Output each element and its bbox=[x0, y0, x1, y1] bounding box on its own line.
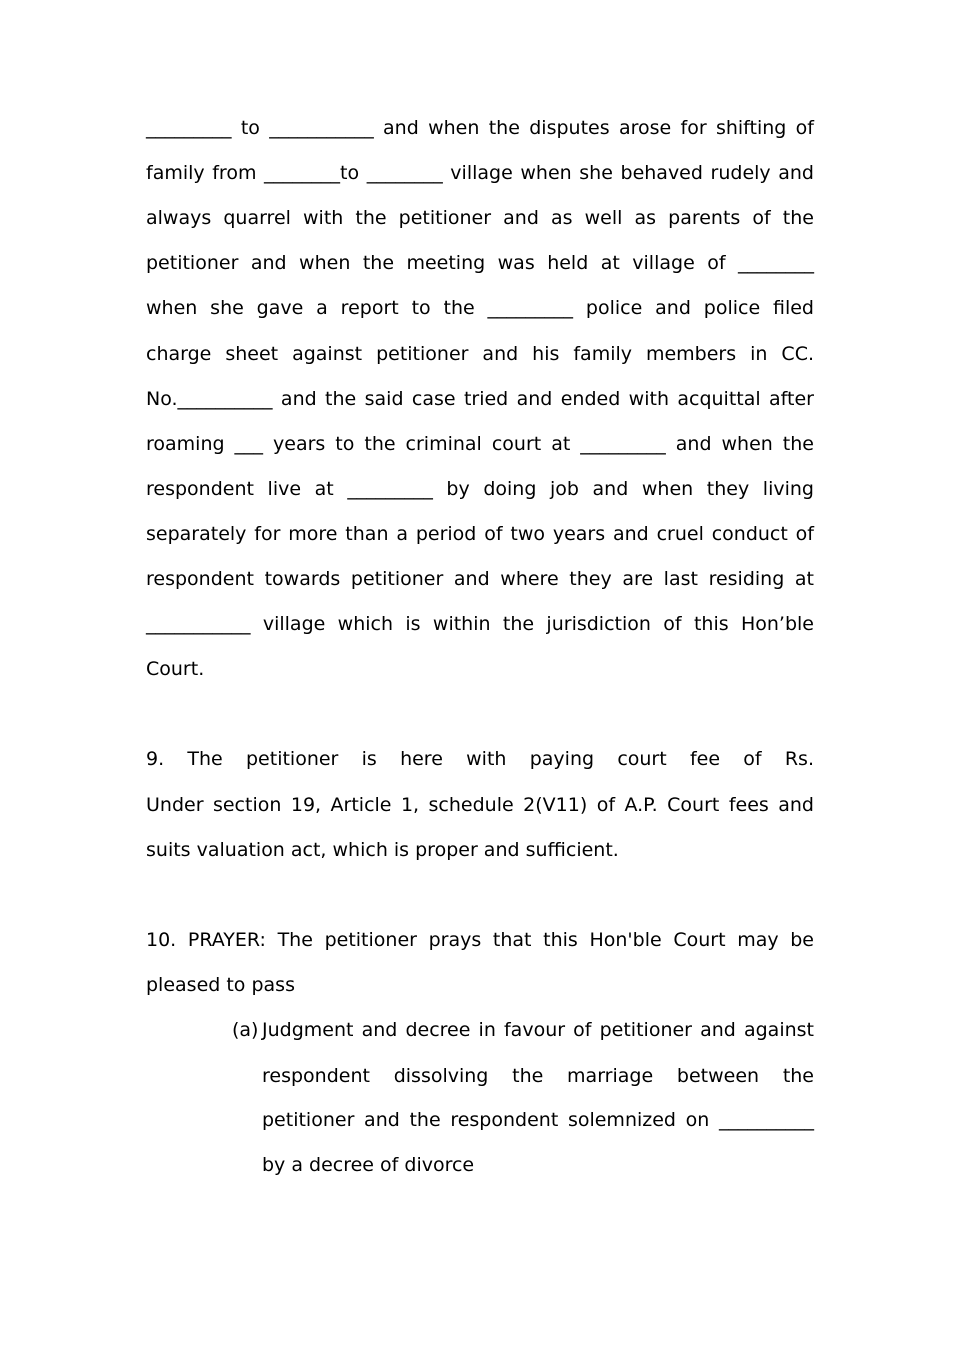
paragraph-line: when she gave a report to the _________ police and police filed bbox=[146, 297, 814, 319]
paragraph-line: pleased to pass bbox=[146, 974, 295, 996]
list-item-label: (a) bbox=[232, 1019, 259, 1041]
list-item-line: by a decree of divorce bbox=[262, 1154, 475, 1176]
paragraph-line: Court. bbox=[146, 658, 205, 680]
paragraph-line: 9. The petitioner is here with paying court fee of Rs. bbox=[146, 748, 814, 770]
paragraph-line: family from ________to ________ village when she behaved rudely and bbox=[146, 162, 814, 184]
paragraph-line: Under section 19, Article 1, schedule 2(V11) of A.P. Court fees and bbox=[146, 794, 814, 816]
list-item-line: petitioner and the respondent solemnized on __________ bbox=[262, 1109, 814, 1131]
paragraph-line: 10. PRAYER: The petitioner prays that this Hon'ble Court may be bbox=[146, 929, 814, 951]
paragraph-line: respondent live at _________ by doing job and when they living bbox=[146, 478, 814, 500]
list-item-line: respondent dissolving the marriage between the bbox=[262, 1065, 814, 1087]
paragraph-line: separately for more than a period of two years and cruel conduct of bbox=[146, 523, 814, 545]
paragraph-line: petitioner and when the meeting was held at village of ________ bbox=[146, 252, 814, 274]
paragraph-line: ___________ village which is within the jurisdiction of this Hon’ble bbox=[146, 613, 814, 635]
paragraph-line: roaming ___ years to the criminal court at _________ and when the bbox=[146, 433, 814, 455]
list-item-line: Judgment and decree in favour of petitioner and against bbox=[262, 1019, 814, 1041]
paragraph-line: charge sheet against petitioner and his family members in CC. bbox=[146, 343, 814, 365]
paragraph-line: No.__________ and the said case tried and ended with acquittal after bbox=[146, 388, 814, 410]
paragraph-line: always quarrel with the petitioner and as well as parents of the bbox=[146, 207, 814, 229]
paragraph-line: _________ to ___________ and when the disputes arose for shifting of bbox=[146, 117, 814, 139]
paragraph-line: suits valuation act, which is proper and sufficient. bbox=[146, 839, 619, 861]
paragraph-line: respondent towards petitioner and where they are last residing at bbox=[146, 568, 814, 590]
